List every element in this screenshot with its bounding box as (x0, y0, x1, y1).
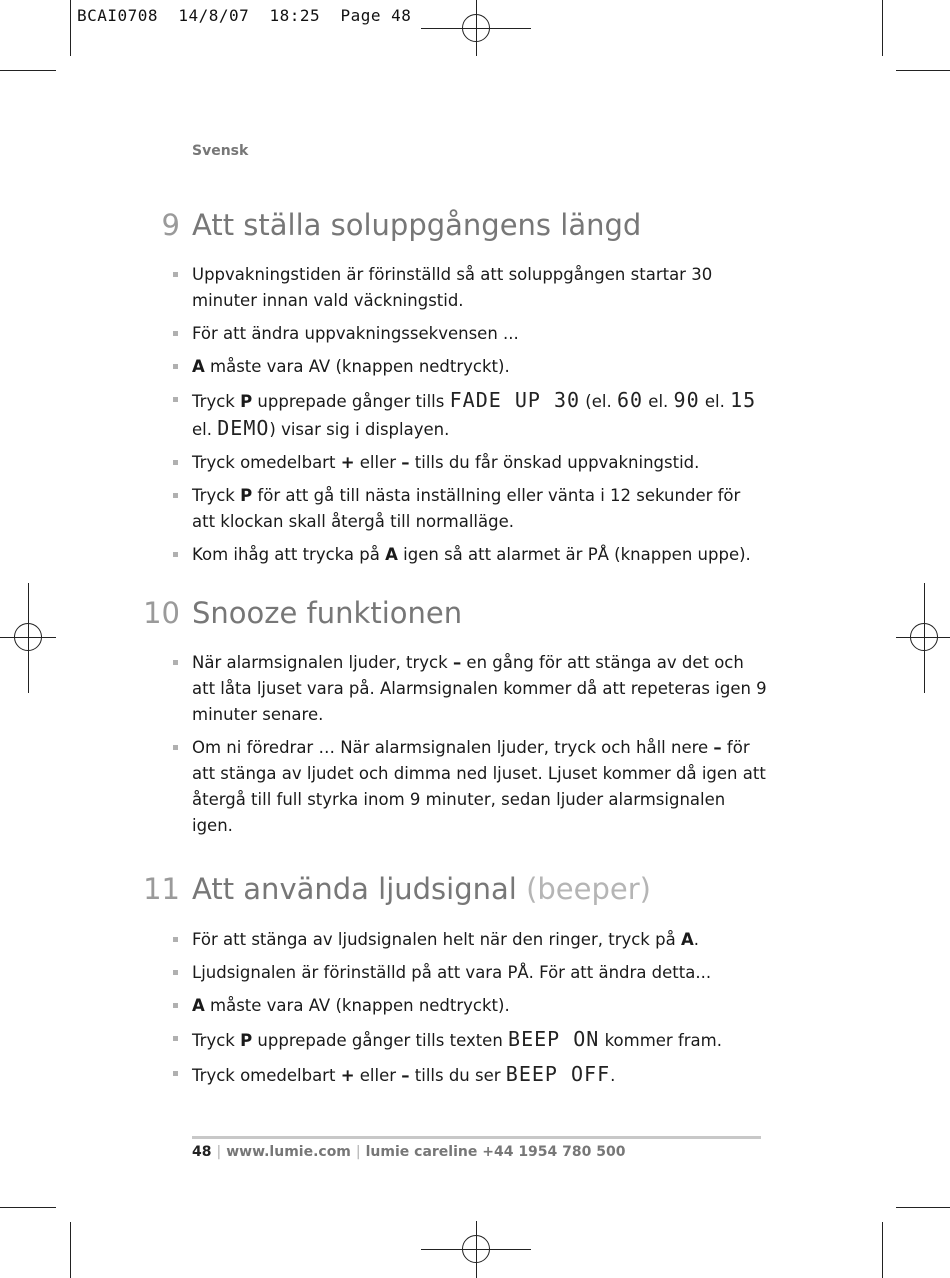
display-text: 60 (616, 388, 644, 412)
list-item: Tryck P upprepade gånger tills FADE UP 30 (el. 60 el. 90 el. 15 el. DEMO) visar sig i displayen. (192, 387, 767, 443)
display-text: BEEP OFF (505, 1062, 611, 1086)
list-item: Kom ihåg att trycka på A igen så att alarmet är PÅ (knappen uppe). (192, 542, 767, 568)
list-item: Tryck omedelbart + eller – tills du får önskad uppvakningstid. (192, 450, 767, 476)
section-title: Att använda ljudsignal (beeper) (192, 872, 651, 906)
list-item: För att stänga av ljudsignalen helt när den ringer, tryck på A. (192, 927, 767, 953)
display-text: DEMO (217, 416, 270, 440)
print-slug: BCAI0708 14/8/07 18:25 Page 48 (77, 6, 412, 25)
list-item: Ljudsignalen är förinställd på att vara PÅ. För att ändra detta... (192, 960, 767, 986)
list-item: Om ni föredrar … När alarmsignalen ljuder, tryck och håll nere – för att stänga av ljudet och dimma ned ljuset. Ljuset kommer då igen att återgå till full styrka inom 9 minuter, sedan ljuder alarmsignalen igen. (192, 735, 767, 839)
language-label: Svensk (192, 143, 249, 159)
section-subtitle: (beeper) (526, 872, 651, 906)
list-item: Tryck P för att gå till nästa inställning eller vänta i 12 sekunder för att klockan skall återgå till normalläge. (192, 483, 767, 535)
page-footer: 48 | www.lumie.com | lumie careline +44 1954 780 500 (192, 1144, 626, 1160)
list-item: A måste vara AV (knappen nedtryckt). (192, 354, 767, 380)
list-item: A måste vara AV (knappen nedtryckt). (192, 993, 767, 1019)
list-item: Tryck omedelbart + eller – tills du ser BEEP OFF. (192, 1061, 767, 1089)
list-item: När alarmsignalen ljuder, tryck – en gång för att stänga av det och att låta ljuset vara på. Alarmsignalen kommer då att repeteras igen 9 minuter senare. (192, 650, 767, 728)
list-item: För att ändra uppvakningssekvensen ... (192, 321, 767, 347)
list-item: Uppvakningstiden är förinställd så att soluppgången startar 30 minuter innan vald väckningstid. (192, 262, 767, 314)
section-number: 9 (161, 208, 180, 242)
display-text: 90 (673, 388, 700, 412)
page-number: 48 (192, 1144, 212, 1160)
website-link: www.lumie.com (226, 1144, 351, 1160)
section-10-list (192, 650, 767, 846)
display-text: FADE UP 30 (449, 388, 581, 412)
section-number: 10 (143, 596, 180, 630)
section-number: 11 (143, 872, 180, 906)
section-title: Att ställa soluppgångens längd (192, 208, 642, 242)
display-text: 15 (730, 388, 757, 412)
list-item: Tryck P upprepade gånger tills texten BEEP ON kommer fram. (192, 1026, 767, 1054)
section-9-list (192, 262, 767, 575)
careline-text: lumie careline +44 1954 780 500 (365, 1144, 626, 1160)
footer-rule (192, 1136, 761, 1139)
section-11-list (192, 927, 767, 1096)
display-text: BEEP ON (508, 1027, 600, 1051)
section-title: Snooze funktionen (192, 596, 463, 630)
